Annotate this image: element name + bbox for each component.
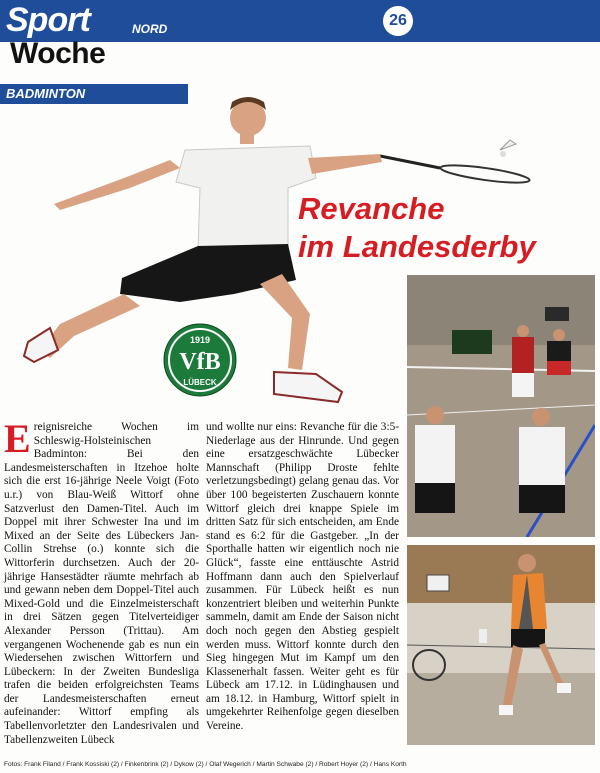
doubles-match-photo: [407, 275, 595, 537]
page-number: 26: [383, 6, 413, 36]
headline-line2: im Landesderby: [298, 229, 536, 264]
vfb-luebeck-logo: [163, 323, 237, 397]
photo-credits: Fotos: Frank Filand / Frank Kossiski (2) / Finkenbrink (2) / Dykow (2) / Olaf Wegerich / Martin Schwabe (2) / Robert Hoyer (2) / Hans Korth: [4, 761, 407, 768]
dropcap: E: [4, 416, 31, 461]
headline: [298, 190, 536, 266]
logo-city: LÜBECK: [183, 378, 217, 387]
masthead-sport: Sport: [6, 1, 90, 39]
headline-line1: Revanche: [298, 191, 445, 226]
article-column-1: [4, 416, 199, 747]
section-label: BADMINTON: [0, 84, 188, 104]
female-player-photo: [407, 545, 595, 745]
masthead-nord: NORD: [132, 22, 168, 36]
logo-year: 1919: [189, 335, 211, 345]
article-column-2: und wollte nur eins: Revanche für die 3:5-Niederlage aus der Hinrunde. Und gegen eine ersatzgeschwächte Lübecker Mannschaft (Philipp Droste fehlte verletzungsbedingt) gelang genau das. Vor über 100 begeisterten Zuschauern konnte Wittorf gleich drei knappe Spiele im dritten Satz für sich entscheiden, am Ende stand es 6:2 für die Gastgeber. „In der Sporthalle hatten wir eigentlich noch nie Glück“, fasste eine enttäuschte Astrid Hoffmann dann auch den Spielverlauf zusammen. Für Lübeck heißt es nun konzentriert bleiben und weiterhin Punkte sammeln, damit am Ende der Saison nicht doch noch gegen den Abstieg gespielt werden muss. Wittorf konnte durch den Sieg hingegen Mut im Kampf um den Klassenerhalt fassen. Weiter geht es für Lübeck am 17.12. in Lüdinghausen und am 18.12. in Hamburg, Wittorf spielt in umgekehrter Reihenfolge gegen dieselben Vereine.: [206, 421, 399, 733]
masthead-woche: Woche: [10, 37, 106, 70]
article-text-1: reignisreiche Wochen im Schleswig-Holsteinischen Badminton: Bei den Landesmeisterschaften in Itzehoe holte sich die erst 16-jährige Neele Voigt (Foto u.r.) von Blau-Weiß Wittorf ohne Satzverlust den Damen-Titel. Auch im Doppel mit ihrer Schwester Ina und im Mixed an der Seite des Lübeckers Jan-Collin Strehse (o.) konnte sich die Wittorferin durchsetzen. Auch der 20-jährige Hansestädter räumte mehrfach ab und gewann neben dem Doppel-Titel auch Mixed-Gold und die Einzelmeisterschaft in drei Sätzen gegen Titelverteidiger Alexander Persson (Trittau). Am vergangenen Wochenende gab es nun ein Wiedersehen zwischen Wittorfern und Lübeckern: In der Zweiten Bundesliga trafen die beiden erfolgreichsten Teams der Landesmeisterschaften erneut aufeinander: Wittorf empfing als Tabellenvorletzter den Landesrivalen und Tabellenzweiten Lübeck: [4, 421, 199, 746]
logo-club: VfB: [179, 349, 221, 375]
